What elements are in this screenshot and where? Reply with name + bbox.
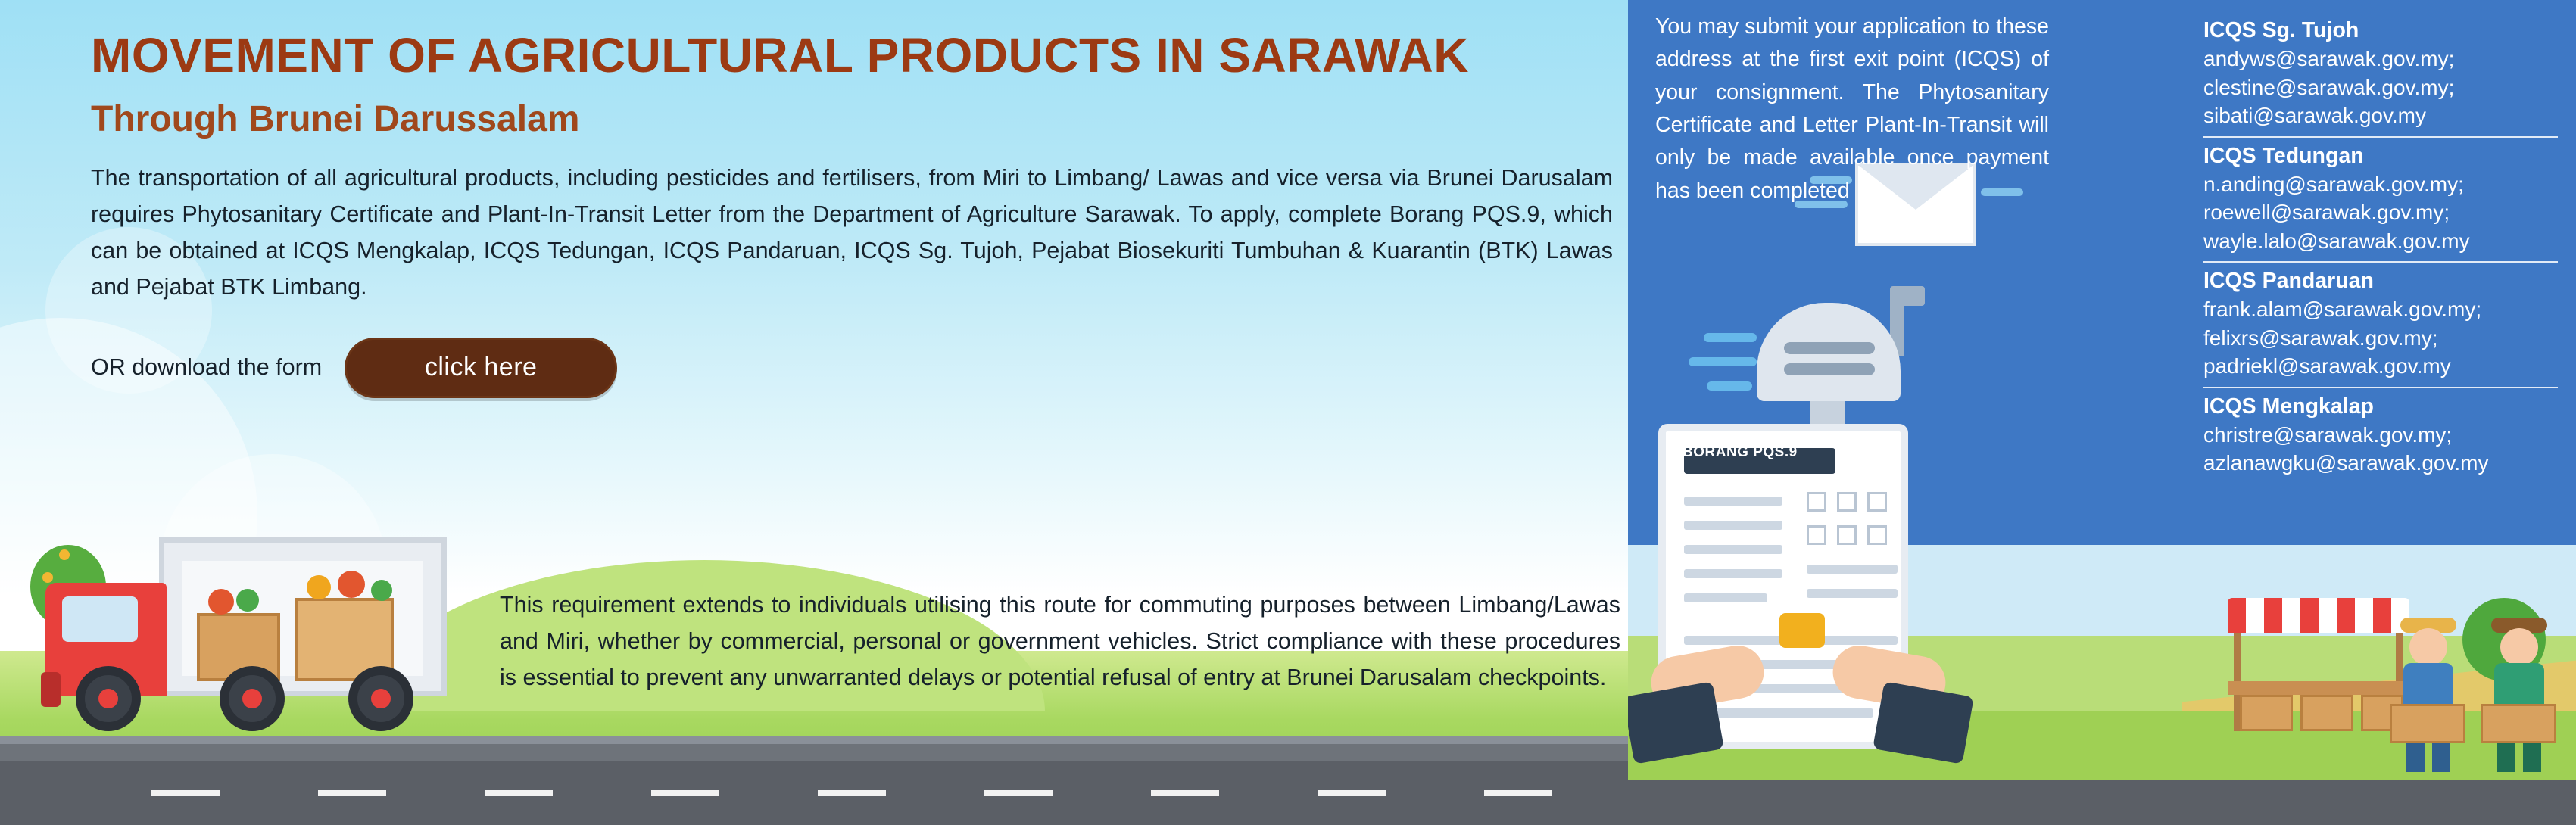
page-subtitle: Through Brunei Darussalam <box>91 98 580 139</box>
download-row <box>91 338 1567 398</box>
submission-note: You may submit your application to these address at the first exit point (ICQS) of your consignment. The Phytosanitary Certificate and Letter Plant-In-Transit will only be made available once payment has been completed <box>1655 14 2049 203</box>
form-checkbox <box>1867 525 1887 545</box>
road-dash <box>1151 790 1219 796</box>
motion-line <box>1689 357 1757 366</box>
contact-title: ICQS Tedungan <box>2203 143 2364 168</box>
wheel-hub <box>242 689 262 708</box>
lower-paragraph: This requirement extends to individuals utilising this route for commuting purposes between Limbang/Lawas and Miri, whether by commercial, personal or government vehicles. Strict compliance with these procedures is essential to prevent any unwarranted delays or potential refusal of entry at Brunei Darusalam checkpoints. <box>500 592 1620 691</box>
contact-emails[interactable]: n.anding@sarawak.gov.my; roewell@sarawak.gov.my; wayle.lalo@sarawak.gov.my <box>2203 172 2470 253</box>
contact-title: ICQS Pandaruan <box>2203 269 2374 294</box>
form-line <box>1684 593 1767 602</box>
form-checkbox <box>1807 525 1826 545</box>
form-line <box>1684 521 1782 530</box>
farmer-head <box>2409 628 2447 666</box>
produce-basket <box>2390 704 2465 743</box>
form-line <box>1684 497 1782 506</box>
form-on-tablet-illustration <box>1658 424 1984 825</box>
produce-crate <box>2300 695 2353 731</box>
right-panel <box>1628 0 2576 825</box>
wheel-hub <box>371 689 391 708</box>
contact-emails[interactable]: frank.alam@sarawak.gov.my; felixrs@sarawak.gov.my; padriekl@sarawak.gov.my <box>2203 297 2482 378</box>
form-checkbox <box>1837 492 1857 512</box>
motion-line <box>1707 381 1752 391</box>
truck-wheel <box>220 666 285 731</box>
vegetable-icon <box>236 589 259 612</box>
mailbox-slot <box>1784 363 1875 375</box>
contacts-list <box>2203 18 2558 482</box>
form-checkbox <box>1867 492 1887 512</box>
form-line <box>1807 589 1898 598</box>
wheel-hub <box>98 689 118 708</box>
body-paragraph: The transportation of all agricultural products, including pesticides and fertilisers, from Miri to Limbang/ Lawas and vice versa via Brunei Darusalam requires Phytosanitary Certificate and Plant-In-Transit Letter from the Department of Agriculture Sarawak. To apply, complete Borang PQS.9, which can be obtained at ICQS Mengkalap, ICQS Tedungan, ICQS Pandaruan, ICQS Sg. Tujoh, Pejabat Biosekuriti Tumbuhan & Kuarantin (BTK) Lawas and Pejabat BTK Limbang. <box>91 164 1613 300</box>
vegetable-icon <box>371 580 392 601</box>
lock-badge-icon <box>1779 613 1825 648</box>
farmer-figure <box>2478 613 2561 772</box>
produce-crate <box>2240 695 2293 731</box>
sleeve-left <box>1628 681 1724 764</box>
truck-wheel <box>76 666 141 731</box>
road-dash <box>818 790 886 796</box>
sleeve-right <box>1873 681 1974 764</box>
contact-block <box>2203 18 2558 130</box>
divider <box>2203 136 2558 138</box>
motion-line <box>1704 333 1757 342</box>
delivery-truck-icon <box>45 515 515 742</box>
road-dash <box>151 790 220 796</box>
divider <box>2203 387 2558 388</box>
farmer-figure <box>2387 613 2470 772</box>
form-line <box>1807 565 1898 574</box>
road-dash <box>485 790 553 796</box>
contact-block <box>2203 144 2558 256</box>
road-dash <box>318 790 386 796</box>
mailbox-slot <box>1784 342 1875 354</box>
contact-title: ICQS Sg. Tujoh <box>2203 18 2359 42</box>
produce-basket <box>2481 704 2556 743</box>
form-title-label: BORANG PQS.9 <box>1683 444 1798 460</box>
contact-emails[interactable]: christre@sarawak.gov.my; azlanawgku@sarawak.gov.my <box>2203 422 2489 475</box>
vegetable-icon <box>208 589 234 615</box>
contact-block <box>2203 394 2558 478</box>
road-dash <box>1318 790 1386 796</box>
download-label: OR download the form <box>91 354 323 381</box>
contact-emails[interactable]: andyws@sarawak.gov.my; clestine@sarawak.gov.my; sibati@sarawak.gov.my <box>2203 47 2455 128</box>
form-line <box>1684 545 1782 554</box>
truck-wheel <box>348 666 413 731</box>
form-checkbox <box>1807 492 1826 512</box>
vegetable-icon <box>338 571 365 598</box>
page-title: MOVEMENT OF AGRICULTURAL PRODUCTS IN SARAWAK <box>91 28 1469 82</box>
road <box>0 761 1628 825</box>
road-dash <box>1484 790 1552 796</box>
truck-window <box>62 596 138 642</box>
road-dash <box>651 790 719 796</box>
road-shoulder <box>0 744 1628 761</box>
form-checkbox <box>1837 525 1857 545</box>
form-line <box>1684 569 1782 578</box>
road-dash <box>984 790 1053 796</box>
stall-table <box>2228 681 2409 695</box>
vegetable-icon <box>307 575 331 599</box>
farmer-head <box>2500 628 2538 666</box>
click-here-button[interactable]: click here <box>345 338 617 398</box>
divider <box>2203 261 2558 263</box>
left-content <box>91 28 1613 398</box>
market-stall-icon <box>2228 598 2409 734</box>
truck-bumper <box>41 672 61 707</box>
contact-title: ICQS Mengkalap <box>2203 394 2374 419</box>
contact-block <box>2203 269 2558 381</box>
stall-awning <box>2228 598 2409 633</box>
